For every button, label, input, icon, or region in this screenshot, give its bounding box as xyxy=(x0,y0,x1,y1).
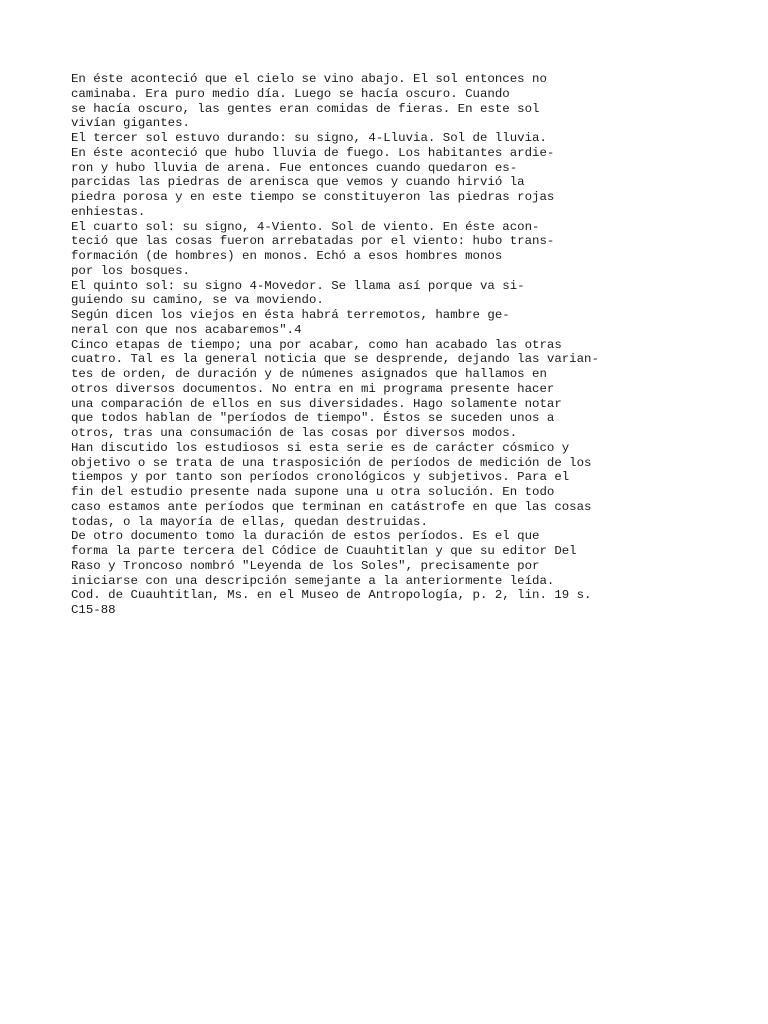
text-line: forma la parte tercera del Códice de Cuauhtitlan y que su editor Del xyxy=(71,544,577,558)
text-line: tiempos y por tanto son períodos cronológicos y subjetivos. Para el xyxy=(71,470,570,485)
text-line: neral con que nos acabaremos".4 xyxy=(71,322,302,337)
text-line: El tercer sol estuvo durando: su signo, 4-Lluvia. Sol de lluvia. xyxy=(71,131,547,145)
text-line: guiendo su camino, se va moviendo. xyxy=(71,293,324,308)
text-line: cuatro. Tal es la general noticia que se desprende, dejando las varian- xyxy=(71,352,599,367)
text-line: por los bosques. xyxy=(71,263,190,278)
text-line: Raso y Troncoso nombró "Leyenda de los Soles", precisamente por xyxy=(71,558,540,573)
text-line: parcidas las piedras de arenisca que vemos y cuando hirvió la xyxy=(71,175,525,190)
text-line: ron y hubo lluvia de arena. Fue entonces cuando quedaron es- xyxy=(71,160,518,175)
text-line: otros, tras una consumación de las cosas por diversos modos. xyxy=(71,426,518,440)
text-line: caso estamos ante períodos que terminan en catástrofe en que las cosas xyxy=(71,499,592,514)
text-line: C15-88 xyxy=(71,603,116,617)
document-text xyxy=(71,72,751,618)
text-line: Cod. de Cuauhtitlan, Ms. en el Museo de Antropología, p. 2, lin. 19 s. xyxy=(71,588,592,603)
text-line: que todos hablan de "períodos de tiempo". Éstos se suceden unos a xyxy=(71,411,555,426)
text-line: Cinco etapas de tiempo; una por acabar, como han acabado las otras xyxy=(71,337,562,352)
text-line: se hacía oscuro, las gentes eran comidas de fieras. En este sol xyxy=(71,101,540,116)
text-line: fin del estudio presente nada supone una u otra solución. En todo xyxy=(71,485,555,499)
text-line: todas, o la mayoría de ellas, quedan destruidas. xyxy=(71,514,428,529)
text-line: En éste aconteció que hubo lluvia de fuego. Los habitantes ardie- xyxy=(71,145,555,160)
text-line: iniciarse con una descripción semejante a la anteriormente leída. xyxy=(71,573,555,588)
text-line: enhiestas. xyxy=(71,204,146,219)
text-line: una comparación de ellos en sus diversidades. Hago solamente notar xyxy=(71,396,562,411)
text-line: caminaba. Era puro medio día. Luego se hacía oscuro. Cuando xyxy=(71,86,510,101)
text-line: formación (de hombres) en monos. Echó a esos hombres monos xyxy=(71,249,503,263)
text-line: tes de orden, de duración y de númenes asignados que hallamos en xyxy=(71,367,547,381)
text-line: En éste aconteció que el cielo se vino abajo. El sol entonces no xyxy=(71,72,547,86)
text-line: teció que las cosas fueron arrebatadas por el viento: hubo trans- xyxy=(71,234,555,249)
text-line: objetivo o se trata de una trasposición de períodos de medición de los xyxy=(71,455,592,470)
text-line: De otro documento tomo la duración de estos períodos. Es el que xyxy=(71,529,540,544)
text-line: El cuarto sol: su signo, 4-Viento. Sol de viento. En éste acon- xyxy=(71,219,540,234)
text-line: vivían gigantes. xyxy=(71,116,190,131)
text-line: Han discutido los estudiosos si esta serie es de carácter cósmico y xyxy=(71,440,570,455)
text-line: otros diversos documentos. No entra en mi programa presente hacer xyxy=(71,381,555,396)
text-line: Según dicen los viejos en ésta habrá terremotos, hambre ge- xyxy=(71,308,510,322)
text-line: El quinto sol: su signo 4-Movedor. Se llama así porque va si- xyxy=(71,278,525,293)
text-line: piedra porosa y en este tiempo se constituyeron las piedras rojas xyxy=(71,190,555,204)
